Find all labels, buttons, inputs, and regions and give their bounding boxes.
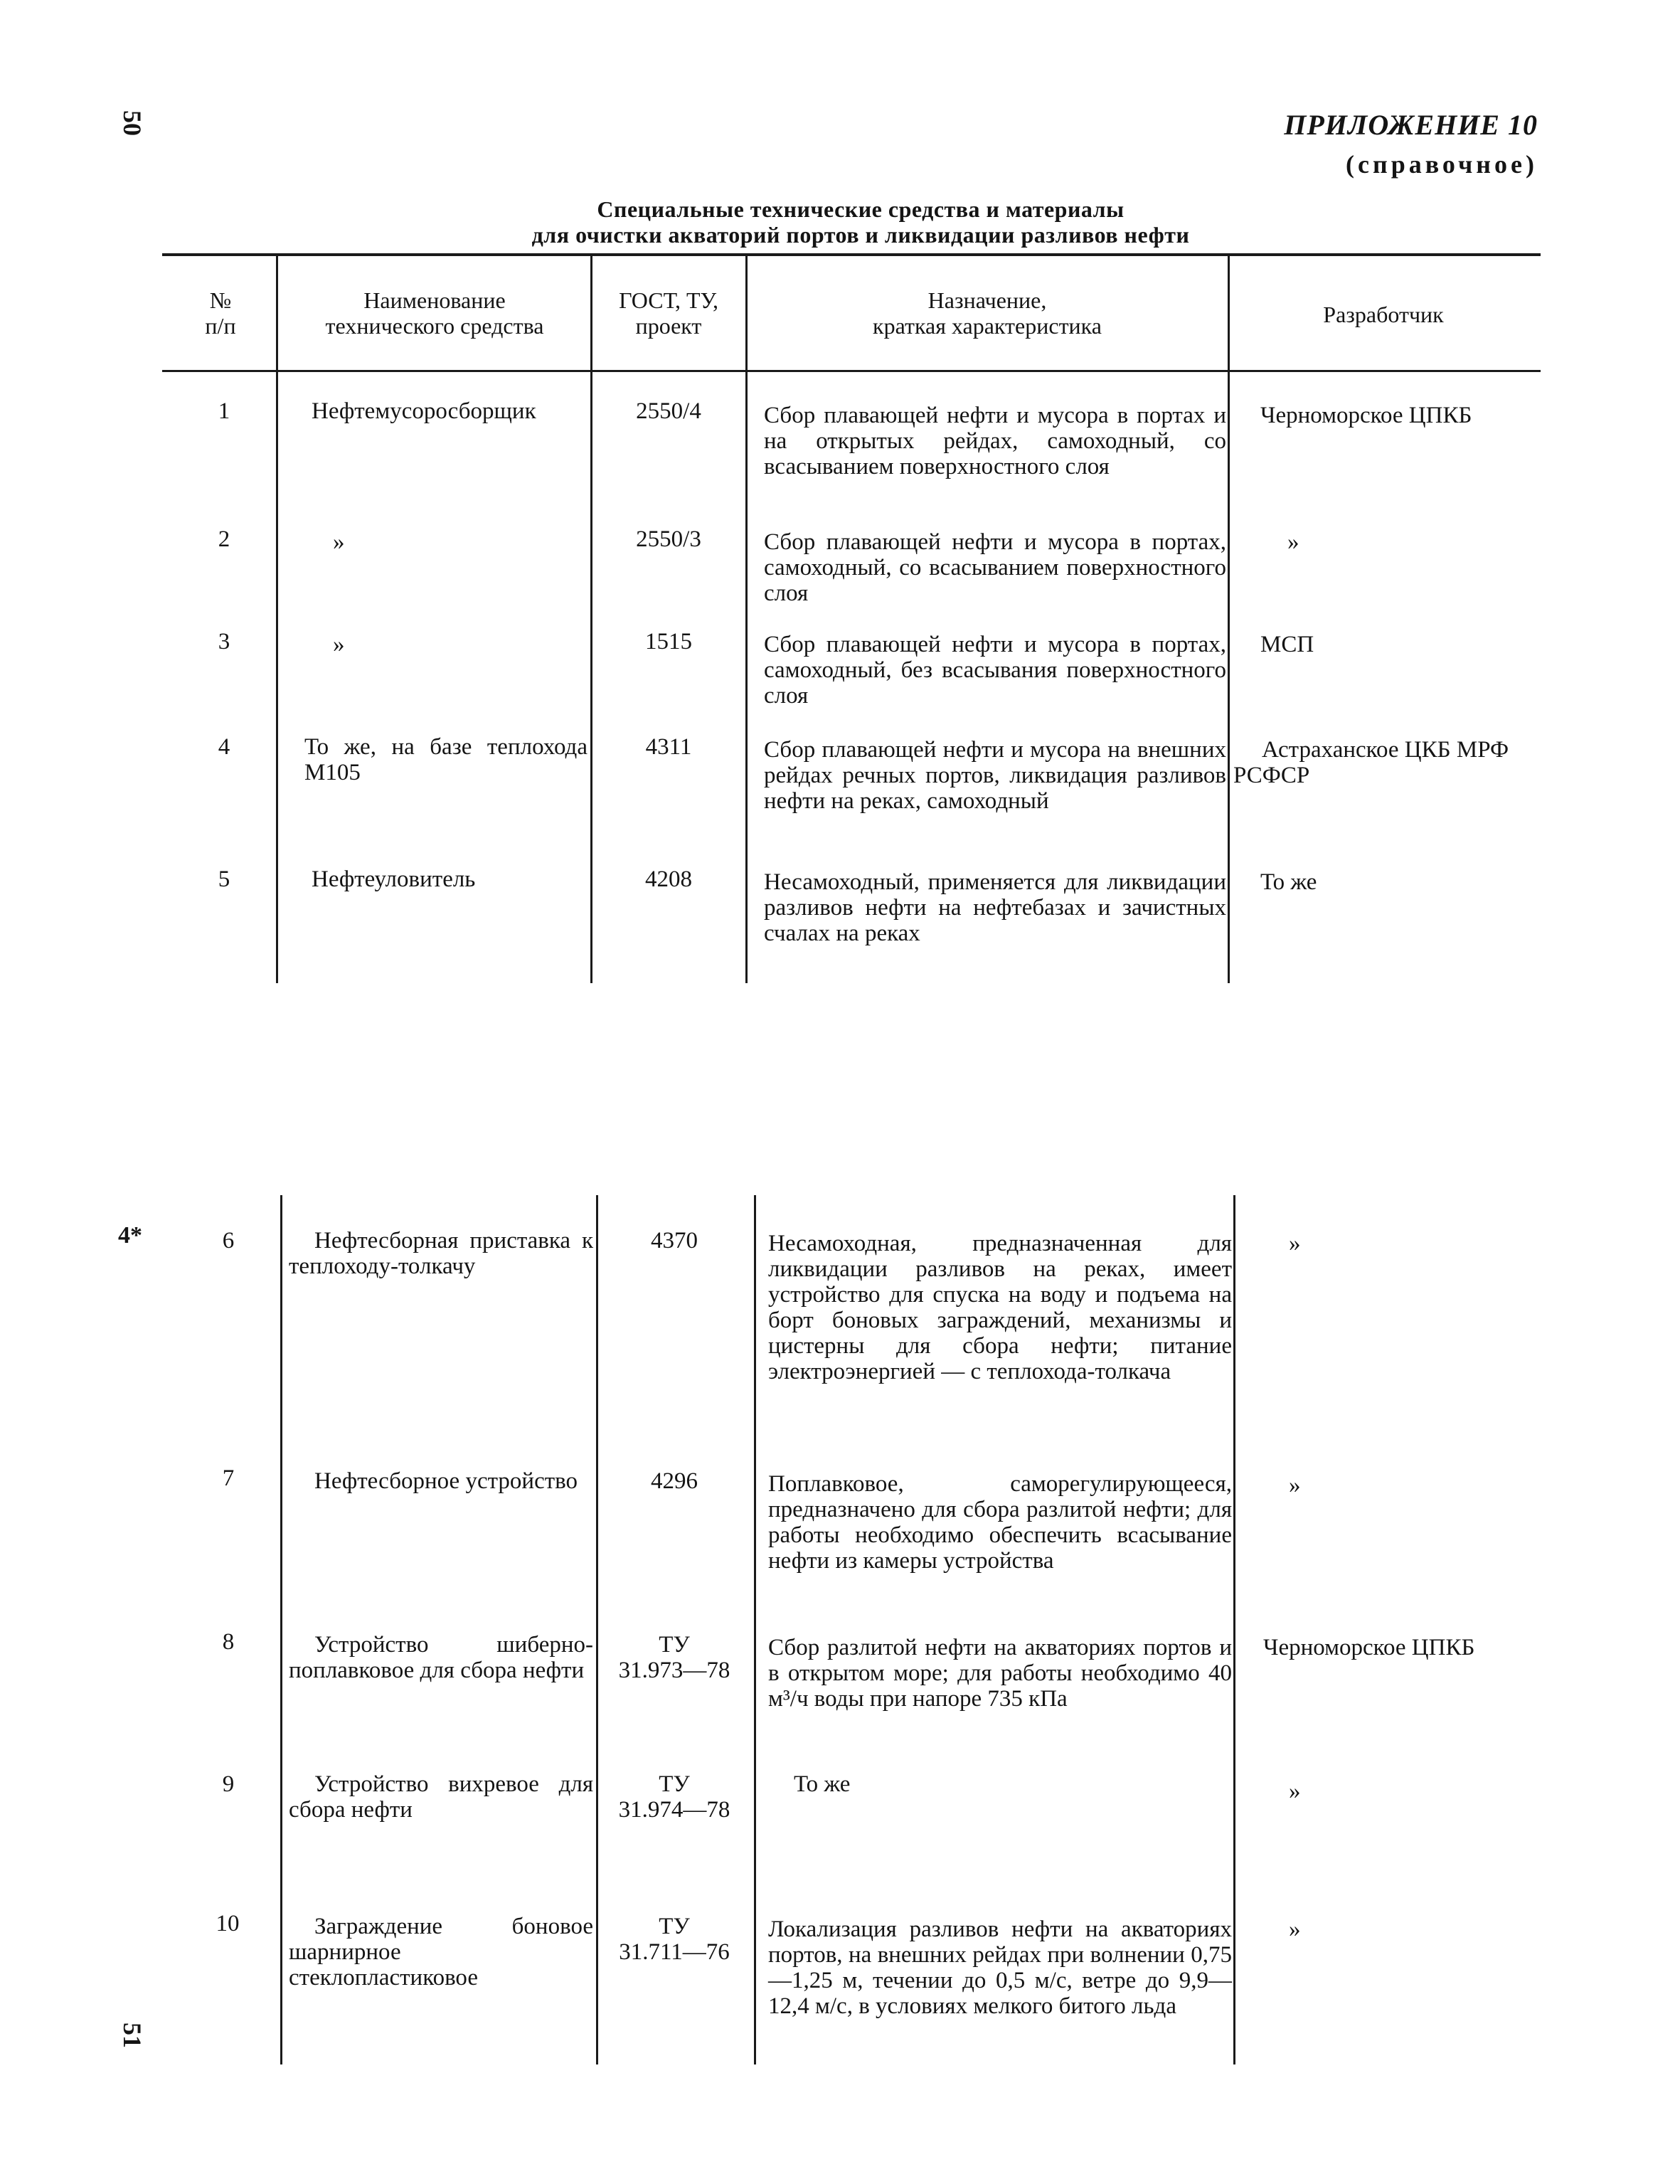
column-divider-3-lower [754, 1195, 756, 2064]
row-6-purpose: Несамоходная, предназначенная для ликвидации разливов на реках, имеет устройство для спуска на воду и подъема на борт боновых заграждений, механизмы и цистерны для сбора нефти; питание электроэнергией — с теплохода-толкача [768, 1231, 1232, 1384]
row-7-number: 7 [222, 1465, 235, 1491]
page-number-bottom: 51 [118, 2023, 147, 2048]
row-5-purpose: Несамоходный, применяется для ликвидации разливов нефти на нефтебазах и зачистных счалах на реках [764, 869, 1226, 946]
row-1-number: 1 [218, 398, 230, 424]
row-5-developer: То же [1260, 869, 1317, 895]
header-name: Наименование технического средства [325, 287, 544, 339]
row-7-purpose: Поплавковое, саморегулирующееся, предназначено для сбора разлитой нефти; для работы необходимо обеспечить всасывание нефти из камеры устройства [768, 1471, 1232, 1574]
column-divider-1-lower [280, 1195, 282, 2064]
row-10-name: Заграждение боновое шарнирное стеклопластиковое [289, 1914, 593, 1990]
row-10-gost: ТУ 31.711—76 [619, 1914, 730, 1965]
row-7-name: Нефтесборное устройство [314, 1468, 578, 1494]
row-3-developer: МСП [1260, 632, 1314, 657]
row-5-number: 5 [218, 866, 230, 892]
row-3-name: » [333, 632, 345, 657]
row-8-number: 8 [222, 1629, 235, 1655]
row-6-developer: » [1289, 1231, 1301, 1256]
column-divider-1 [276, 256, 278, 983]
appendix-label: ПРИЛОЖЕНИЕ 10 [1284, 109, 1538, 141]
signature-mark: 4* [118, 1222, 142, 1249]
table-title-line1: Специальные технические средства и материалы [597, 196, 1125, 222]
row-4-purpose: Сбор плавающей нефти и мусора на внешних рейдах речных портов, ликвидация разливов нефти на реках, самоходный [764, 737, 1226, 814]
row-9-purpose: То же [794, 1771, 851, 1797]
row-9-number: 9 [222, 1771, 235, 1797]
row-4-number: 4 [218, 734, 230, 760]
row-2-name: » [333, 529, 345, 555]
row-10-developer: » [1289, 1917, 1301, 1942]
appendix-kind: (справочное) [1345, 150, 1538, 179]
row-9-gost: ТУ 31.974—78 [618, 1771, 730, 1823]
row-3-gost: 1515 [645, 629, 692, 654]
column-divider-4 [1228, 256, 1230, 983]
header-number: № п/п [205, 287, 236, 339]
row-5-name: Нефтеуловитель [312, 866, 476, 892]
row-2-number: 2 [218, 526, 230, 552]
row-8-gost: ТУ 31.973—78 [618, 1632, 730, 1683]
row-4-developer: Астраханское ЦКБ МРФ РСФСР [1233, 737, 1509, 788]
row-2-developer: » [1287, 529, 1299, 555]
row-7-gost: 4296 [651, 1468, 698, 1494]
column-divider-2 [590, 256, 592, 983]
row-3-number: 3 [218, 629, 230, 654]
row-1-name: Нефтемусоросборщик [312, 398, 536, 424]
row-7-developer: » [1289, 1473, 1301, 1498]
row-2-gost: 2550/3 [636, 526, 701, 552]
header-purpose: Назначение, краткая характеристика [873, 287, 1102, 339]
row-5-gost: 4208 [645, 866, 692, 892]
row-6-gost: 4370 [651, 1228, 698, 1253]
row-2-purpose: Сбор плавающей нефти и мусора в портах, самоходный, со всасыванием поверхностного слоя [764, 529, 1226, 606]
row-8-developer: Черноморское ЦПКБ [1263, 1635, 1475, 1660]
table-title-line2: для очистки акваторий портов и ликвидации разливов нефти [531, 222, 1190, 248]
row-8-purpose: Сбор разлитой нефти на акваториях портов и в открытом море; для работы необходимо 40 м³/ч воды при напоре 735 кПа [768, 1635, 1232, 1712]
row-6-name: Нефтесборная приставка к теплоходу-толкачу [289, 1228, 593, 1279]
column-divider-4-lower [1233, 1195, 1235, 2064]
row-4-name: То же, на базе теплохода М105 [304, 734, 588, 785]
header-bottom-rule [162, 370, 1541, 372]
column-divider-3 [745, 256, 748, 983]
table-top-rule [162, 253, 1541, 256]
header-gost: ГОСТ, ТУ, проект [619, 287, 718, 339]
row-10-number: 10 [216, 1911, 240, 1936]
page-number-top: 50 [118, 110, 147, 136]
row-1-developer: Черноморское ЦПКБ [1260, 403, 1472, 428]
row-4-gost: 4311 [645, 734, 692, 760]
column-divider-2-lower [596, 1195, 598, 2064]
row-8-name: Устройство шиберно-поплавковое для сбора нефти [289, 1632, 593, 1683]
row-9-name: Устройство вихревое для сбора нефти [289, 1771, 593, 1823]
row-3-purpose: Сбор плавающей нефти и мусора в портах, самоходный, без всасывания поверхностного слоя [764, 632, 1226, 709]
row-1-gost: 2550/4 [636, 398, 701, 424]
row-10-purpose: Локализация разливов нефти на акваториях портов, на внешних рейдах при волнении 0,75—1,25 м, течении до 0,5 м/с, ветре до 9,9—12,4 м/с, в условиях мелкого битого льда [768, 1917, 1232, 2019]
row-1-purpose: Сбор плавающей нефти и мусора в портах и на открытых рейдах, самоходный, со всасыванием поверхностного слоя [764, 403, 1226, 479]
row-6-number: 6 [222, 1228, 235, 1253]
row-9-developer: » [1289, 1779, 1301, 1804]
header-developer: Разработчик [1323, 302, 1444, 327]
